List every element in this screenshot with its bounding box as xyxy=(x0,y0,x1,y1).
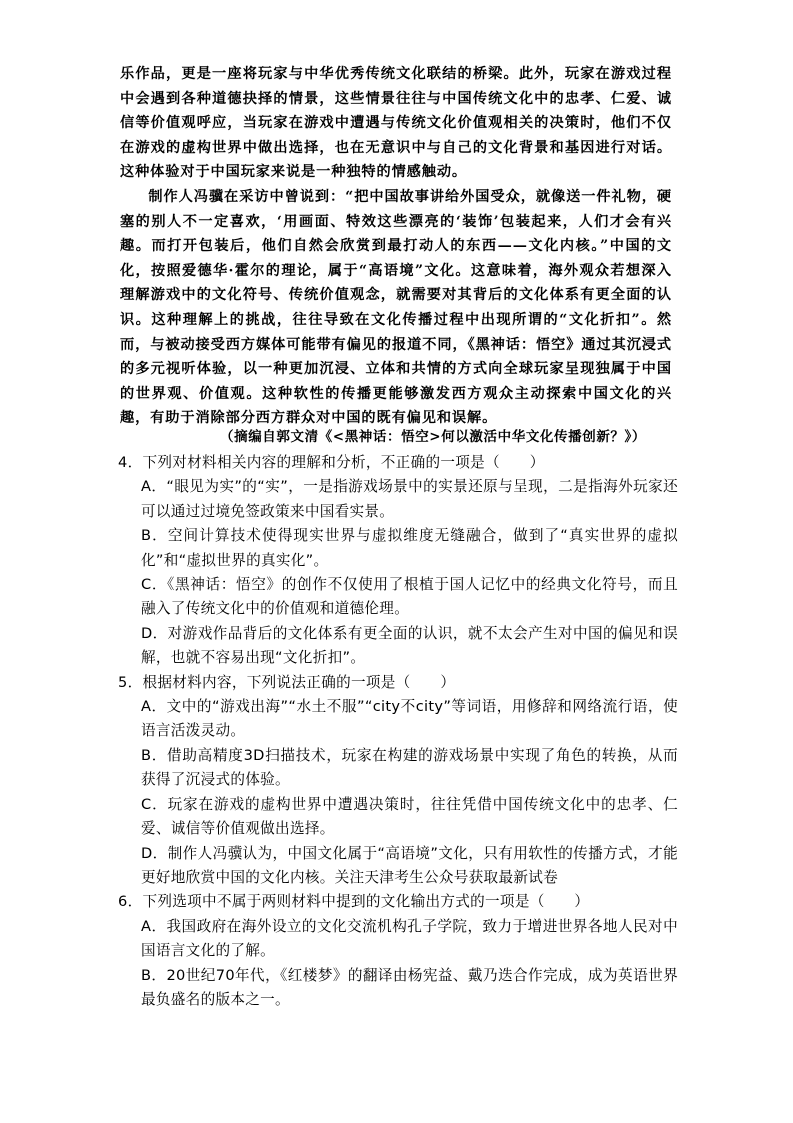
reading-passage xyxy=(120,62,672,431)
option-a: A．我国政府在海外设立的文化交流机构孔子学院，致力于增进世界各地人民对中国语言文化的了解。 xyxy=(141,917,678,960)
question-5 xyxy=(118,671,678,891)
option-b: B．借助高精度3D扫描技术，玩家在构建的游戏场景中实现了角色的转换，从而获得了沉浸式的体验。 xyxy=(141,746,678,789)
passage-paragraph-2: 制作人冯骥在采访中曾说到：“把中国故事讲给外国受众，就像送一件礼物，硬塞的别人不一定喜欢，‘用画面、特效这些漂亮的‘装饰’包装起来，人们才会有兴趣。而打开包装后，他们自然会欣赏到最打动人的东西——文化内核。”中国的文化，按照爱德华·霍尔的理论，属于“高语境”文化。这意味着，海外观众若想深入理解游戏中的文化符号、传统价值观念，就需要对其背后的文化体系有更全面的认识。这种理解上的挑战，往往导致在文化传播过程中出现所谓的“文化折扣”。然而，与被动接受西方媒体可能带有偏见的报道不同，《黑神话：悟空》通过其沉浸式的多元视听体验，以一种更加沉浸、立体和共情的方式向全球玩家呈现独属于中国的世界观、价值观。这种软性的传播更能够激发西方观众主动探索中国文化的兴趣，有助于消除部分西方群众对中国的既有偏见和误解。 xyxy=(120,188,672,427)
option-b: B．20世纪70年代，《红楼梦》的翻译由杨宪益、戴乃迭合作完成，成为英语世界最负盛名的版本之一。 xyxy=(141,966,678,1008)
question-4 xyxy=(118,451,678,671)
option-b: B．空间计算技术使得现实世界与虚拟维度无缝融合，做到了“真实世界的虚拟化”和“虚拟世界的真实化”。 xyxy=(141,527,678,569)
question-6 xyxy=(118,890,678,1012)
passage-paragraph-1: 乐作品，更是一座将玩家与中华优秀传统文化联结的桥梁。此外，玩家在游戏过程中会遇到各种道德抉择的情景，这些情景往往与中国传统文化中的忠孝、仁爱、诚信等价值观呼应，当玩家在游戏中遭遇与传统文化价值观相关的决策时，他们不仅在游戏的虚构世界中做出选择，也在无意识中与自己的文化背景和基因进行对话。这种体验对于中国玩家来说是一种独特的情感触动。 xyxy=(120,66,672,181)
question-stem: 4．下列对材料相关内容的理解和分析，不正确的一项是（ ） xyxy=(118,454,545,471)
question-stem: 5．根据材料内容，下列说法正确的一项是（ ） xyxy=(118,673,456,691)
option-a: A．“眼见为实”的“实”，一是指游戏场景中的实景还原与呈现，二是指海外玩家还可以通过过境免签政策来中国看实景。 xyxy=(141,478,678,520)
question-list xyxy=(118,451,678,1012)
option-c: C．玩家在游戏的虚构世界中遭遇决策时，往往凭借中国传统文化中的忠孝、仁爱、诚信等价值观做出选择。 xyxy=(141,795,678,838)
question-stem: 6．下列选项中不属于两则材料中提到的文化输出方式的一项是（ ） xyxy=(118,893,590,911)
option-d: D．制作人冯骥认为，中国文化属于“高语境”文化，只有用软性的传播方式，才能更好地欣赏中国的文化内核。关注天津考生公众号获取最新试卷 xyxy=(141,844,678,886)
option-c: C．《黑神话：悟空》的创作不仅使用了根植于国人记忆中的经典文化符号，而且融入了传统文化中的价值观和道德伦理。 xyxy=(141,576,678,618)
option-a: A．文中的“游戏出海”“水土不服”“city不city”等词语，用修辞和网络流行语，使语言活泼灵动。 xyxy=(141,698,678,740)
option-d: D．对游戏作品背后的文化体系有更全面的认识，就不太会产生对中国的偏见和误解，也就不容易出现“文化折扣”。 xyxy=(141,624,678,667)
passage-citation: （摘编自郭文清《<黑神话：悟空>何以激活中华文化传播创新？》） xyxy=(220,429,646,445)
